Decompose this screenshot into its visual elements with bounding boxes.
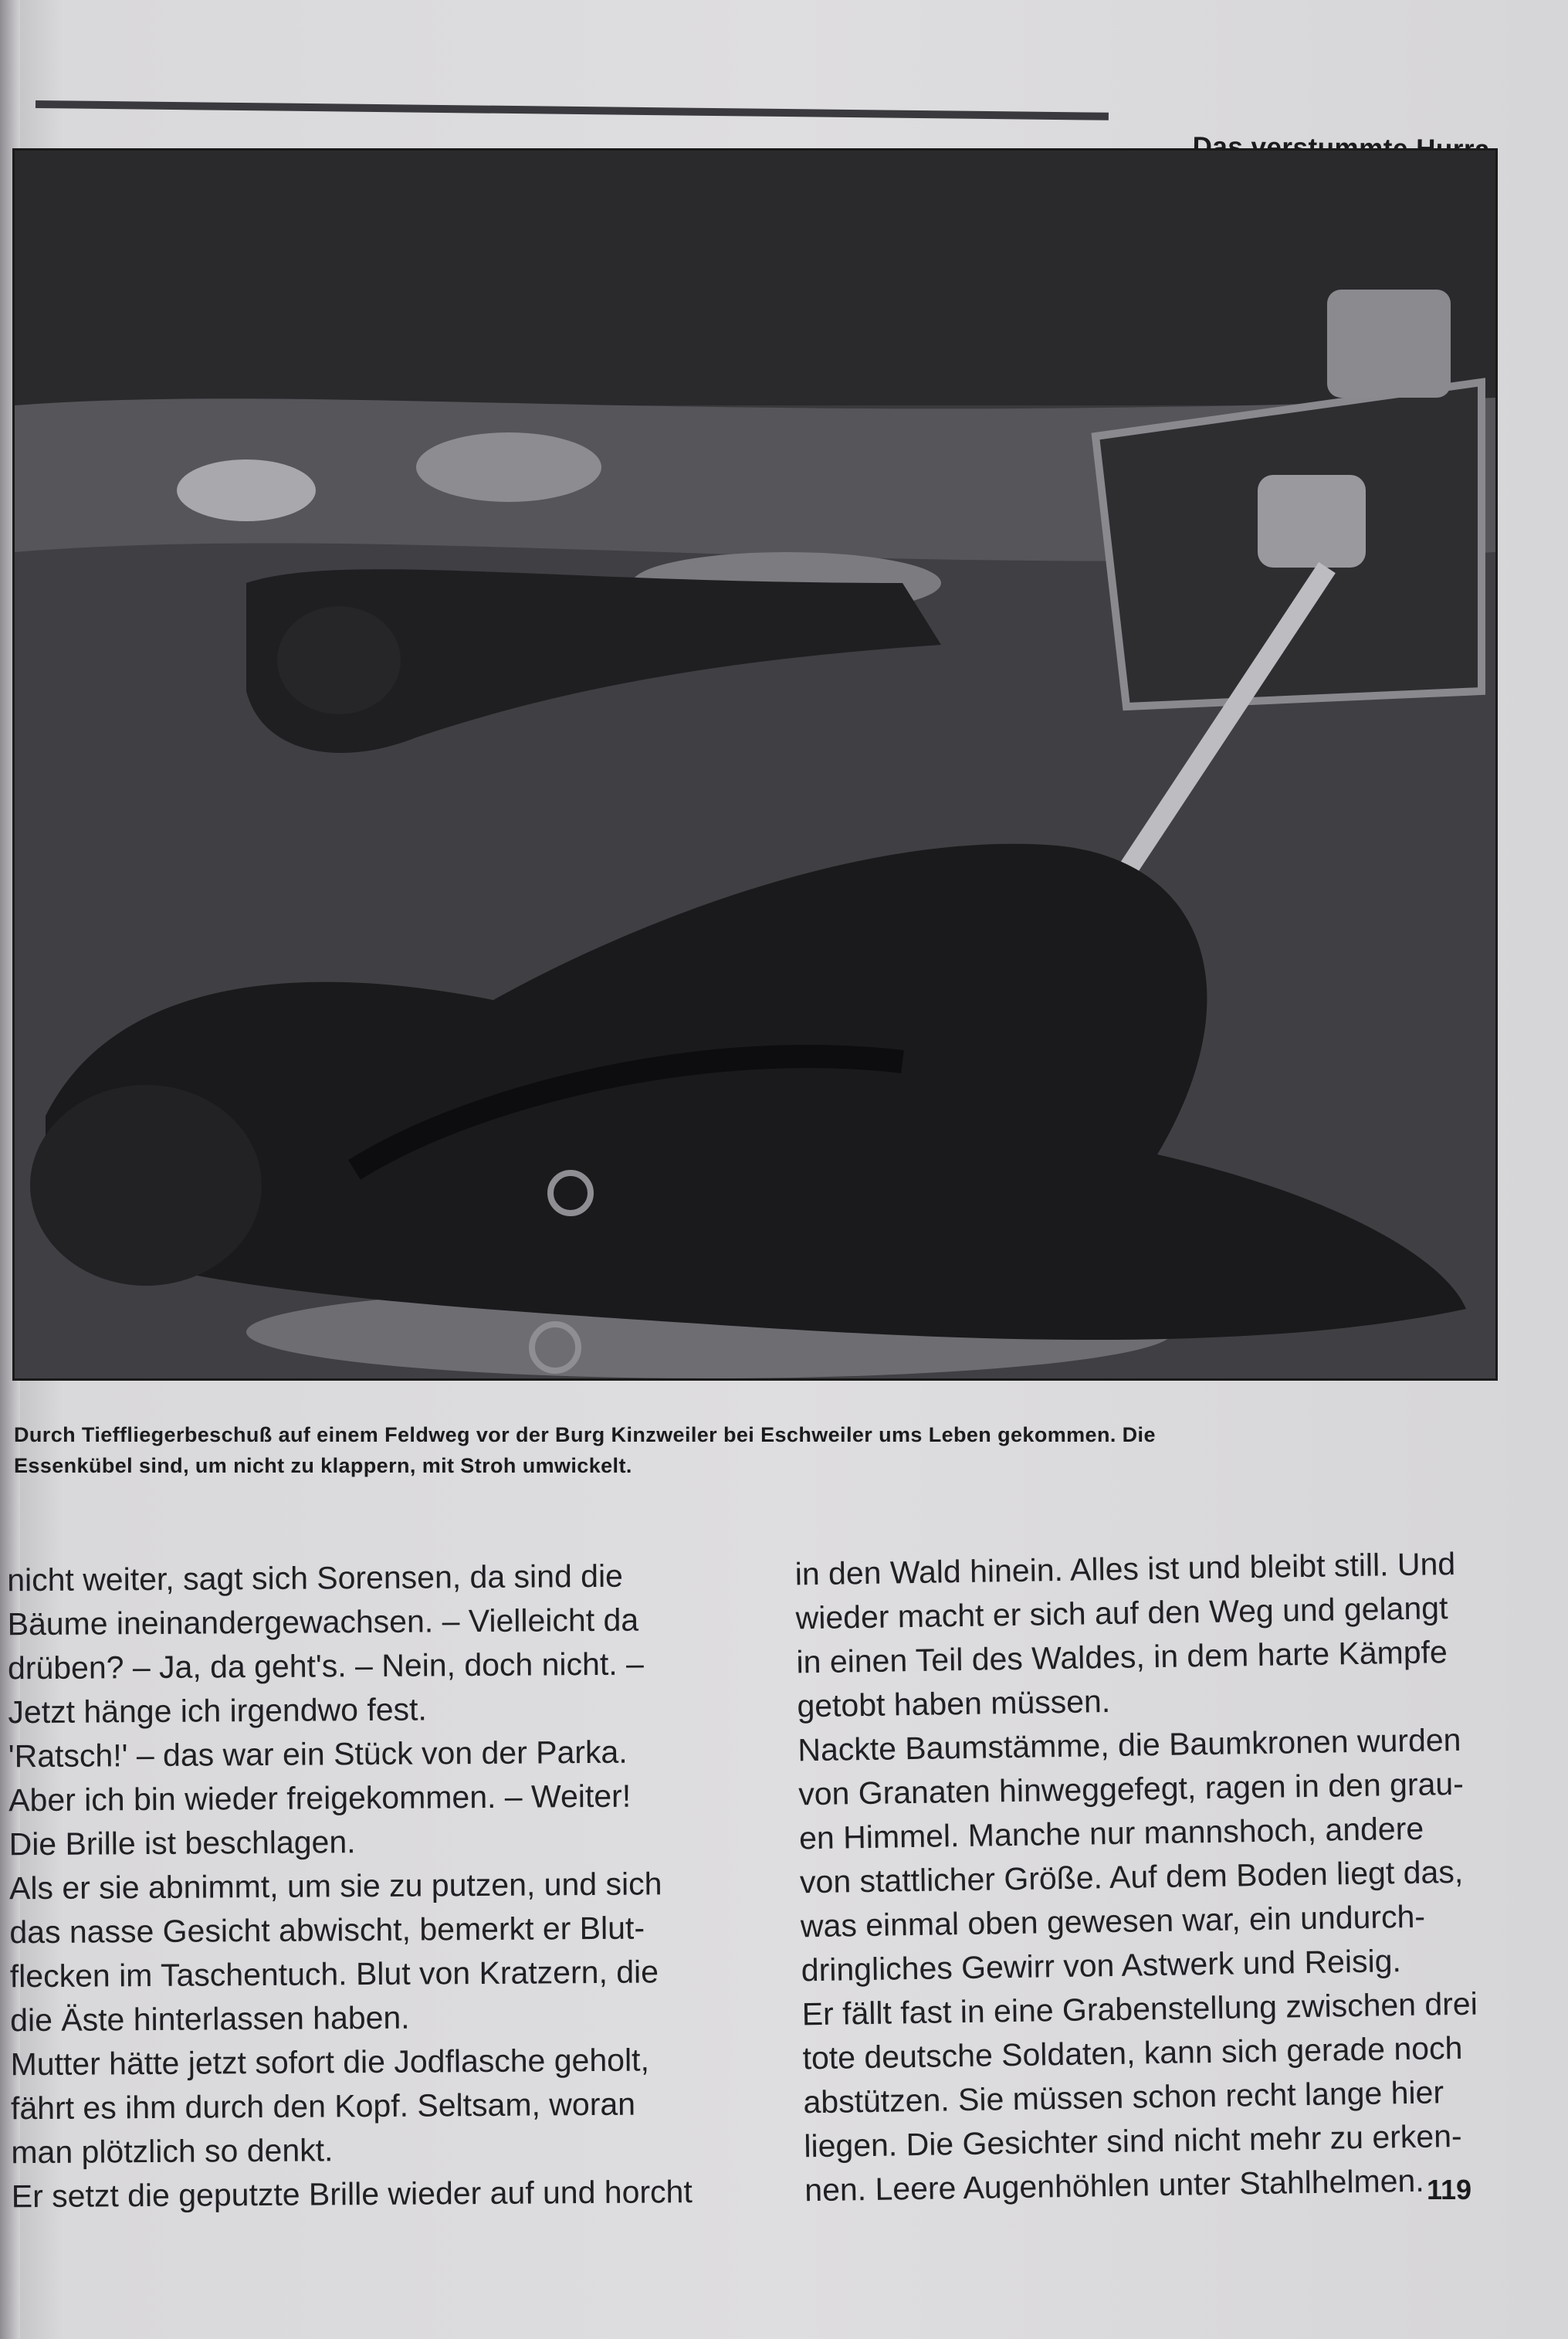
text-line: nen. Leere Augenhöhlen unter Stahlhelmen. [804, 2162, 1424, 2208]
text-line: in den Wald hinein. Alles ist und bleibt still. Und [794, 1545, 1456, 1592]
text-line: Er setzt die geputzte Brille wieder auf und horcht [11, 2174, 693, 2215]
photo-caption [14, 1419, 1485, 1481]
text-line: flecken im Taschentuch. Blut von Kratzern, die [9, 1954, 659, 1995]
text-line: was einmal oben gewesen war, ein undurch- [800, 1898, 1426, 1944]
page-number: 119 [1427, 2174, 1472, 2205]
text-line: man plötzlich so denkt. [11, 2132, 334, 2171]
text-line: die Äste hinterlassen haben. [10, 1999, 410, 2039]
text-line: wieder macht er sich auf den Weg und gelangt [795, 1590, 1448, 1636]
header-rule [36, 100, 1109, 120]
text-line: en Himmel. Manche nur mannshoch, andere [798, 1810, 1424, 1856]
text-line: fährt es ihm durch den Kopf. Seltsam, woran [10, 2086, 636, 2127]
text-line: das nasse Gesicht abwischt, bemerkt er Blut- [9, 1910, 645, 1951]
war-photograph [12, 148, 1498, 1381]
text-line: nicht weiter, sagt sich Sorensen, da sind die [7, 1558, 624, 1598]
photo-scene [15, 151, 1495, 1378]
caption-line: Durch Tieffliegerbeschuß auf einem Feldweg vor der Burg Kinzweiler bei Eschweiler ums Leben gekommen. Die [14, 1423, 1156, 1446]
text-line: Jetzt hänge ich irgendwo fest. [8, 1691, 428, 1731]
text-column-right [794, 1541, 1526, 2213]
text-line: von Granaten hinweggefegt, ragen in den grau- [798, 1765, 1465, 1812]
text-line: 'Ratsch!' – das war ein Stück von der Parka. [8, 1734, 628, 1775]
text-line: Als er sie abnimmt, um sie zu putzen, und sich [8, 1866, 662, 1907]
text-line: Aber ich bin wieder freigekommen. – Weiter! [8, 1778, 632, 1819]
text-line: Bäume ineinandergewachsen. – Vielleicht da [7, 1602, 639, 1642]
text-line: in einen Teil des Waldes, in dem harte Kämpfe [796, 1634, 1448, 1680]
caption-line: Essenkübel sind, um nicht zu klappern, mit Stroh umwickelt. [14, 1454, 632, 1477]
text-column-left [7, 1554, 733, 2219]
text-line: Nackte Baumstämme, die Baumkronen wurden [798, 1721, 1461, 1768]
text-line: dringliches Gewirr von Astwerk und Reisig. [801, 1943, 1402, 1988]
text-line: Er fällt fast in eine Grabenstellung zwischen drei [801, 1985, 1478, 2032]
text-line: getobt haben müssen. [797, 1683, 1111, 1724]
text-line: drüben? – Ja, da geht's. – Nein, doch nicht. – [7, 1646, 644, 1686]
text-line: tote deutsche Soldaten, kann sich gerade noch [802, 2029, 1463, 2076]
text-line: Mutter hätte jetzt sofort die Jodflasche geholt, [10, 2042, 650, 2083]
text-line: Die Brille ist beschlagen. [8, 1824, 356, 1863]
text-line: abstützen. Sie müssen schon recht lange hier [803, 2074, 1444, 2120]
text-line: liegen. Die Gesichter sind nicht mehr zu erken- [804, 2117, 1462, 2164]
text-line: von stattlicher Größe. Auf dem Boden liegt das, [799, 1853, 1464, 1900]
